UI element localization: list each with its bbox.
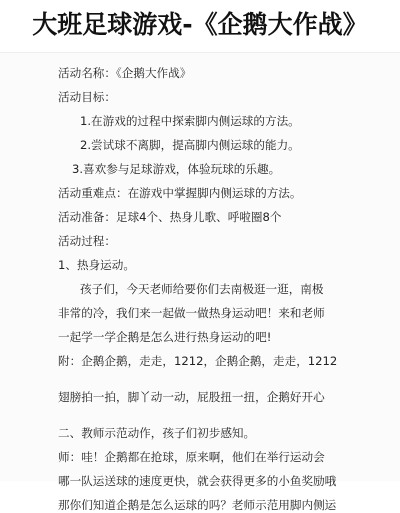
paragraph-line: 孩子们，今天老师给要你们去南极逛一逛，南极: [80, 282, 324, 296]
key-points-line: 活动重难点：在游戏中掌握脚内侧运球的方法。: [58, 186, 302, 200]
preparation-line: 活动准备：足球4个、热身儿歌、呼啦圈8个: [58, 210, 282, 224]
process-heading: 活动过程：: [58, 234, 116, 248]
activity-name-line: 活动名称：《企鹅大作战》: [58, 66, 192, 80]
paragraph-line: 那你们知道企鹅是怎么运球的吗？老师示范用脚内侧运: [58, 498, 337, 512]
document-body: [0, 52, 400, 512]
goal-1: 1.在游戏的过程中探索脚内侧运球的方法。: [80, 114, 300, 128]
rhyme-line: 翅膀拍一拍，脚丫动一动，屁股扭一扭，企鹅好开心: [58, 390, 325, 404]
paragraph-line: 哪一队运送球的速度更快，就会获得更多的小鱼奖励哦: [58, 474, 337, 488]
title-banner: [0, 0, 400, 52]
paragraph-line: 非常的冷，我们来一起做一做热身运动吧！来和老师: [58, 306, 325, 320]
paragraph-line: 师：哇！企鹅都在抢球，原来啊，他们在举行运动会: [58, 450, 325, 464]
goal-2: 2.尝试球不离脚，提高脚内侧运球的能力。: [80, 138, 300, 152]
rhyme-line: 附：企鹅企鹅，走走，1212，企鹅企鹅，走走，1212: [58, 354, 338, 368]
page-title: 大班足球游戏-《企鹅大作战》: [32, 10, 368, 39]
warmup-heading: 1、热身运动。: [58, 258, 135, 272]
goals-heading: 活动目标：: [58, 90, 116, 104]
demo-heading: 二、教师示范动作，孩子们初步感知。: [58, 426, 256, 440]
paragraph-line: 一起学一学企鹅是怎么进行热身运动的吧!: [58, 330, 272, 344]
goal-3: 3.喜欢参与足球游戏，体验玩球的乐趣。: [72, 162, 281, 176]
